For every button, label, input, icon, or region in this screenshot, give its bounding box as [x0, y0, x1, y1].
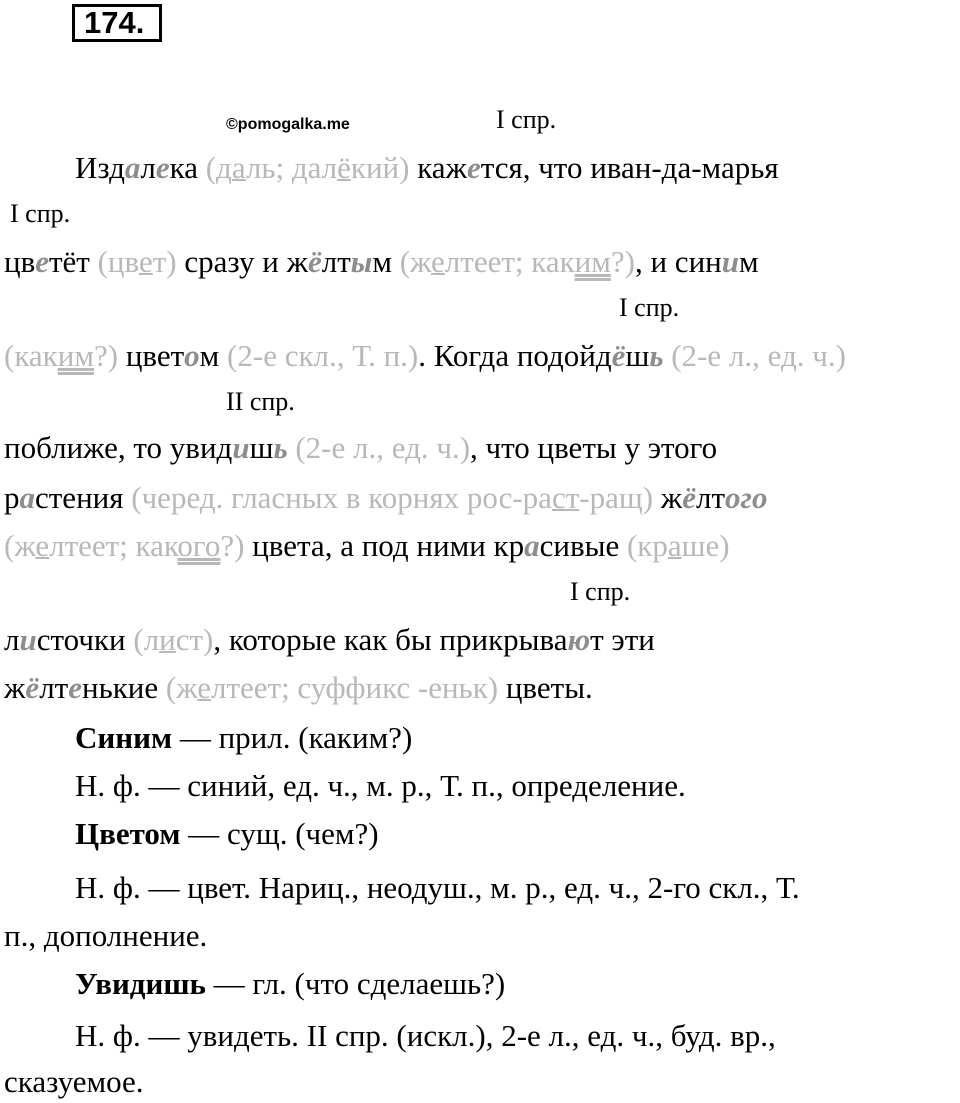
orthogram: ого	[725, 480, 768, 515]
check-note: (черед. гласных в корнях рос-раст-ращ)	[131, 480, 654, 515]
watermark: ©pomogalka.me	[226, 116, 350, 133]
orthogram: о	[184, 338, 200, 373]
exercise-number: 174.	[72, 4, 162, 42]
text-line: (каким?) цветом (2-е скл., Т. п.). Когда подойдёшь (2-е л., ед. ч.)	[4, 338, 846, 373]
analysis-line: Н. ф. — синий, ед. ч., м. р., Т. п., определение.	[75, 768, 686, 803]
orthogram: е	[68, 670, 82, 705]
orthogram: ь	[273, 430, 288, 465]
analyzed-word: Увидишь	[75, 966, 206, 1001]
check-word: (желтеет; суффикс -еньк)	[165, 670, 499, 705]
orthogram: ё	[682, 480, 696, 515]
conjugation-note: I спр.	[570, 577, 631, 606]
text-line: жёлтенькие (желтеет; суффикс -еньк) цветы.	[4, 670, 593, 705]
text-line: листочки (лист), которые как бы прикрывают эти	[4, 622, 655, 657]
check-note: (2-е скл., Т. п.)	[227, 338, 419, 373]
orthogram: е	[155, 150, 170, 185]
orthogram: ю	[567, 622, 591, 657]
orthogram: и	[19, 622, 37, 657]
analysis-line: Н. ф. — цвет. Нариц., неодуш., м. р., ед. ч., 2-го скл., Т.	[75, 870, 800, 905]
analyzed-word: Синим	[75, 720, 173, 755]
analysis-line: п., дополнение.	[4, 918, 208, 953]
check-note: (2-е л., ед. ч.)	[663, 338, 846, 373]
orthogram: и	[232, 430, 250, 465]
check-note: (2-е л., ед. ч.)	[287, 430, 471, 465]
analysis-heading: Увидишь — гл. (что сделаешь?)	[75, 966, 506, 1001]
analyzed-word: Цветом	[75, 816, 181, 851]
orthogram: а	[524, 528, 540, 563]
orthogram: ь	[649, 338, 664, 373]
check-word: (лист)	[133, 622, 214, 657]
orthogram: а	[19, 480, 35, 515]
orthogram: е	[467, 150, 481, 185]
orthogram: и	[721, 244, 739, 279]
check-word: (желтеет; каким?)	[399, 244, 635, 279]
orthogram: е	[35, 244, 49, 279]
conjugation-note: I спр.	[619, 293, 680, 322]
analysis-line: Н. ф. — увидеть. II спр. (искл.), 2-е л., ед. ч., буд. вр.,	[75, 1018, 776, 1053]
check-word: (даль; далёкий)	[205, 150, 410, 185]
analysis-heading: Цветом — сущ. (чем?)	[75, 816, 379, 851]
orthogram: а	[124, 150, 141, 185]
check-word: (желтеет; какого?)	[4, 528, 245, 563]
text-line: Издалека (даль; далёкий) кажется, что иван-да-марья	[75, 150, 779, 185]
orthogram: ы	[350, 244, 373, 279]
conjugation-note: I спр.	[10, 199, 71, 228]
text-line: цветёт (цвет) сразу и жёлтым (желтеет; каким?), и синим	[4, 244, 759, 279]
text-line: растения (черед. гласных в корнях рос-раст-ращ) жёлтого	[4, 480, 768, 515]
analysis-heading: Синим — прил. (каким?)	[75, 720, 413, 755]
conjugation-note: I спр.	[496, 105, 557, 134]
conjugation-note: II спр.	[226, 387, 295, 416]
text-line: поближе, то увидишь (2-е л., ед. ч.), что цветы у этого	[4, 430, 718, 465]
check-word: (цвет)	[97, 244, 177, 279]
check-word: (краше)	[626, 528, 730, 563]
check-word: (каким?)	[4, 338, 119, 373]
orthogram: ё	[611, 338, 626, 373]
orthogram: ё	[308, 244, 322, 279]
text-line: (желтеет; какого?) цвета, а под ними красивые (краше)	[4, 528, 730, 563]
analysis-line: сказуемое.	[4, 1064, 144, 1099]
orthogram: ё	[25, 670, 40, 705]
